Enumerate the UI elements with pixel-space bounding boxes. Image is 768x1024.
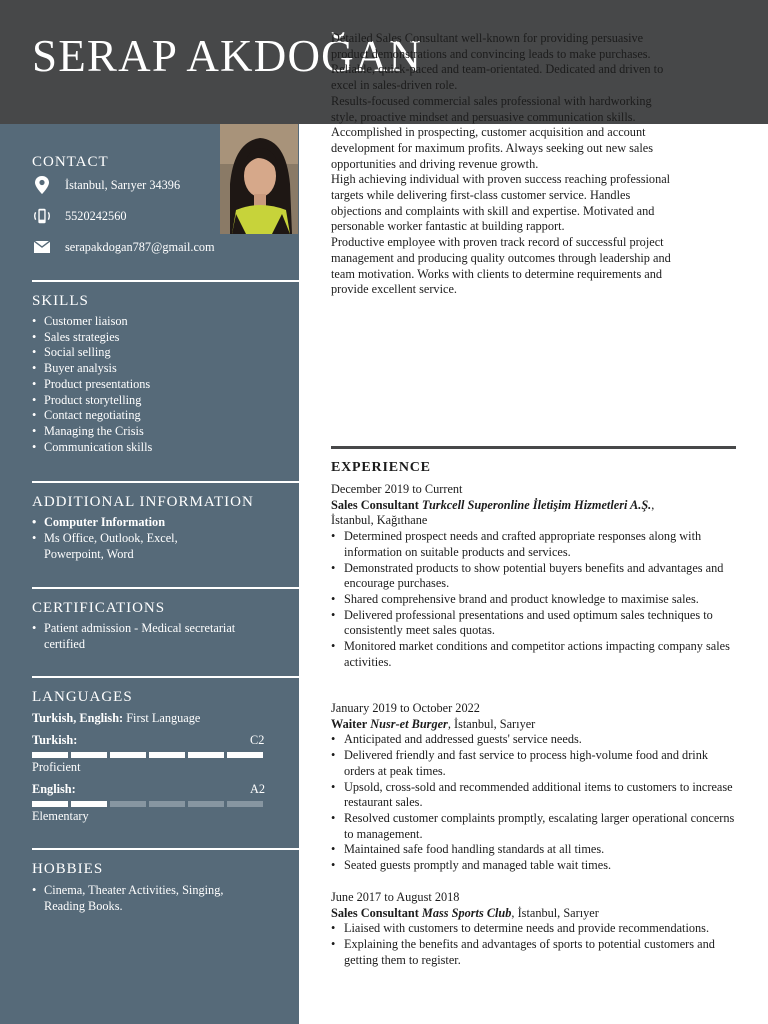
job-header — [331, 906, 736, 922]
level-segment-empty — [110, 801, 146, 807]
job-location: , — [651, 497, 655, 512]
list-item: • Sales strategies — [32, 330, 152, 346]
list-item: • Delivered professional presentations and used optimum sales techniques to consistently meet sales quotas. — [331, 608, 736, 639]
job-location: , İstanbul, Sarıyer — [511, 905, 599, 920]
hobbies-list — [32, 883, 223, 899]
list-item: • Shared comprehensive brand and product knowledge to maximise sales. — [331, 592, 736, 608]
list-item: • Communication skills — [32, 440, 152, 456]
profile-photo — [220, 124, 298, 234]
language-level-description: Elementary — [32, 809, 89, 823]
contact-phone-text: 5520242560 — [65, 208, 127, 223]
list-item: • Product storytelling — [32, 393, 152, 409]
level-segment-filled — [188, 752, 224, 758]
professional-summary — [331, 31, 736, 298]
job-location-line: İstanbul, Kağıthane — [331, 513, 428, 528]
contact-email[interactable] — [32, 237, 215, 257]
list-item: • Monitored market conditions and competitor actions impacting company sales activities. — [331, 639, 736, 670]
experience-entry — [331, 701, 736, 874]
location-pin-icon — [32, 175, 52, 195]
first-language — [32, 711, 200, 727]
divider — [32, 848, 299, 850]
level-segment-filled — [32, 752, 68, 758]
list-item: • Social selling — [32, 345, 152, 361]
first-language-value: First Language — [126, 711, 201, 725]
first-language-label: Turkish, English: — [32, 711, 124, 725]
list-item: • Anticipated and addressed guests' service needs. — [331, 732, 736, 748]
job-header — [331, 717, 736, 733]
candidate-name: SERAP AKDOĞAN — [32, 31, 423, 81]
language-level: C2 — [250, 733, 265, 747]
list-item: • Contact negotiating — [32, 408, 152, 424]
list-item: • Managing the Crisis — [32, 424, 152, 440]
contact-address — [32, 175, 180, 195]
divider — [32, 676, 299, 678]
list-item: • Cinema, Theater Activities, Singing, — [32, 883, 223, 899]
summary-line: Accomplished in prospecting, customer acquisition and account — [331, 125, 646, 140]
experience-heading: EXPERIENCE — [331, 460, 431, 475]
divider — [32, 280, 299, 282]
level-segment-empty — [227, 801, 263, 807]
summary-line: product demonstrations and convincing leads to make purchases. — [331, 46, 651, 61]
list-item: • Resolved customer complaints promptly, escalating larger operational concerns to management. — [331, 811, 736, 842]
level-segment-filled — [32, 801, 68, 807]
sidebar — [0, 124, 299, 1024]
job-dates: December 2019 to Current — [331, 482, 463, 496]
experience-entry — [331, 482, 736, 670]
job-title: Sales Consultant — [331, 497, 419, 512]
list-item: • Product presentations — [32, 377, 152, 393]
list-item: • Explaining the benefits and advantages of sports to potential customers and getting them to register. — [331, 937, 736, 968]
certification-continuation: certified — [44, 637, 85, 651]
list-item: • Computer Information — [32, 515, 178, 531]
summary-line: High achieving individual with proven success reaching professional — [331, 172, 671, 187]
summary-line: objections and complaints with skill and expertise. Motivated and — [331, 203, 655, 218]
language-level-bar — [32, 801, 263, 807]
language-name: English: — [32, 782, 76, 796]
list-item: • Maintained safe food handling standards at all times. — [331, 842, 736, 858]
job-dates: January 2019 to October 2022 — [331, 701, 480, 715]
additional-info-heading: ADDITIONAL INFORMATION — [32, 494, 254, 510]
hobbies-heading: HOBBIES — [32, 861, 104, 877]
contact-email-link[interactable]: serapakdogan787@gmail.com — [65, 239, 215, 254]
summary-line: development for maximum profits. Always seeking out new sales — [331, 140, 654, 155]
list-item: • Customer liaison — [32, 314, 152, 330]
experience-entry — [331, 890, 736, 969]
job-title: Sales Consultant — [331, 905, 419, 920]
divider — [331, 446, 736, 449]
level-segment-empty — [149, 801, 185, 807]
contact-address-text: İstanbul, Sarıyer 34396 — [65, 177, 181, 192]
list-item: • Buyer analysis — [32, 361, 152, 377]
mobile-phone-icon — [32, 206, 52, 226]
job-header — [331, 498, 736, 514]
contact-heading: CONTACT — [32, 154, 109, 170]
job-responsibilities — [331, 732, 736, 873]
contact-phone — [32, 206, 126, 226]
list-item: • Patient admission - Medical secretariat — [32, 621, 235, 637]
summary-line: opportunities and driving revenue growth. — [331, 156, 539, 171]
language-level: A2 — [250, 782, 266, 796]
hobbies-continuation: Reading Books. — [44, 899, 123, 913]
language-name: Turkish: — [32, 733, 78, 747]
level-segment-filled — [149, 752, 185, 758]
job-title: Waiter — [331, 716, 368, 731]
level-segment-filled — [71, 801, 107, 807]
language-level-bar — [32, 752, 263, 758]
profile-photo-image — [220, 124, 298, 234]
job-location: , İstanbul, Sarıyer — [447, 716, 536, 731]
job-employer: Turkcell Superonline İletişim Hizmetleri A.Ş. — [421, 497, 652, 512]
summary-line: Reliable, quick-paced and team-orientated. Dedicated and driven to — [331, 62, 664, 77]
job-dates: June 2017 to August 2018 — [331, 890, 460, 904]
job-employer: Nusr-et Burger — [370, 716, 448, 731]
level-segment-filled — [110, 752, 146, 758]
additional-info-continuation: Powerpoint, Word — [44, 547, 134, 561]
list-item: • Ms Office, Outlook, Excel, — [32, 531, 178, 547]
summary-line: personable worker fantastic at building rapport. — [331, 219, 565, 234]
certifications-list — [32, 621, 235, 637]
level-segment-filled — [227, 752, 263, 758]
summary-line: Productive employee with proven track record of successful project — [331, 235, 664, 250]
language-level-description: Proficient — [32, 760, 81, 774]
list-item: • Demonstrated products to show potential buyers benefits and advantages and encourage purchases. — [331, 561, 736, 592]
summary-line: management and producing quality outcomes through leadership and — [331, 250, 671, 265]
summary-line: style, proactive mindset and persuasive communication skills. — [331, 109, 636, 124]
job-responsibilities — [331, 921, 736, 968]
languages-heading: LANGUAGES — [32, 689, 133, 705]
summary-line: team motivation. Works with clients to determine requirements and — [331, 266, 663, 281]
skills-list — [32, 314, 152, 455]
summary-line: targets while delivering first-class customer service. Handles — [331, 188, 631, 203]
list-item: • Seated guests promptly and managed table wait times. — [331, 858, 736, 874]
list-item: • Determined prospect needs and crafted appropriate responses along with information on suitable products and services. — [331, 529, 736, 560]
skills-heading: SKILLS — [32, 293, 89, 309]
summary-line: excel in sales-driven role. — [331, 78, 458, 93]
divider — [32, 587, 299, 589]
summary-line: provide excellent service. — [331, 282, 457, 297]
list-item: • Liaised with customers to determine needs and provide recommendations. — [331, 921, 736, 937]
level-segment-filled — [71, 752, 107, 758]
divider — [32, 481, 299, 483]
summary-line: Results-focused commercial sales professional with hardworking — [331, 93, 652, 108]
list-item: • Upsold, cross-sold and recommended additional items to customers to increase restaurant sales. — [331, 780, 736, 811]
additional-info-list — [32, 515, 178, 546]
envelope-icon — [32, 237, 52, 257]
list-item: • Delivered friendly and fast service to process high-volume food and drink orders at peak times. — [331, 748, 736, 779]
job-employer: Mass Sports Club — [421, 905, 512, 920]
job-responsibilities — [331, 529, 736, 670]
certifications-heading: CERTIFICATIONS — [32, 600, 166, 616]
level-segment-empty — [188, 801, 224, 807]
summary-line: Detailed Sales Consultant well-known for providing persuasive — [331, 31, 644, 45]
